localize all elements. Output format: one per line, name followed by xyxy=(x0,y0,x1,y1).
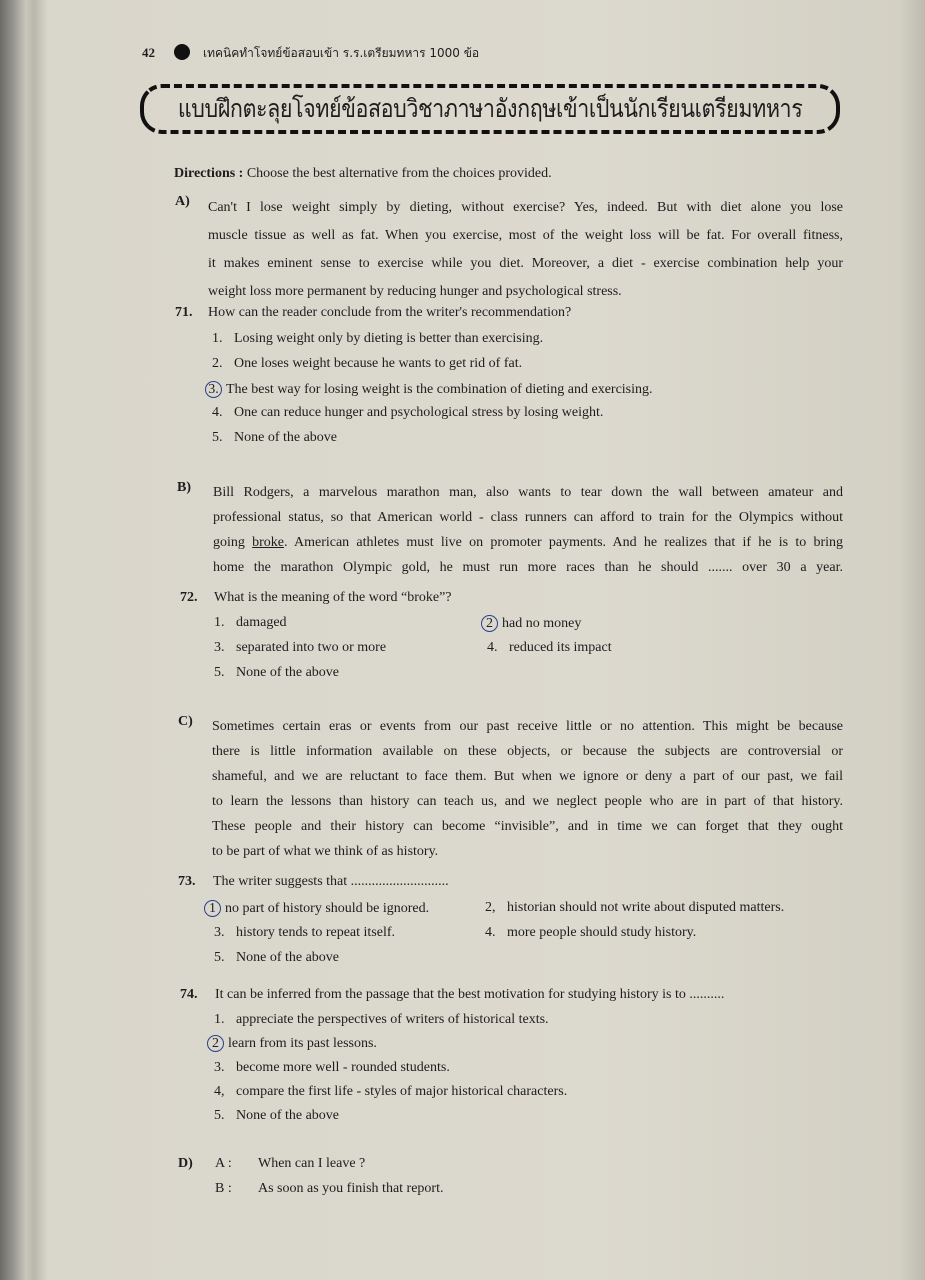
option-number: 1. xyxy=(212,331,223,346)
question-text: How can the reader conclude from the writer's recommendation? xyxy=(208,305,572,320)
option[interactable] xyxy=(212,331,543,347)
option-selected[interactable] xyxy=(207,900,429,917)
passage-line: Can't I lose weight simply by dieting, without exercise? Yes, indeed. But with diet alone you lose xyxy=(208,200,843,215)
section-banner xyxy=(140,84,840,134)
question-text: The writer suggests that ............................ xyxy=(213,874,449,889)
text: . American athletes must live on promoter payments. And he realizes that if he is to bring xyxy=(284,535,844,550)
option-number: 4, xyxy=(214,1084,225,1099)
option[interactable] xyxy=(214,640,386,656)
passage-line: Bill Rodgers, a marvelous marathon man, also wants to tear down the wall between amateur and xyxy=(213,485,843,500)
option[interactable] xyxy=(212,356,522,372)
option-text: no part of history should be ignored. xyxy=(225,901,430,916)
option-text: historian should not write about disputed matters. xyxy=(507,900,785,915)
option-text: compare the first life - styles of major historical characters. xyxy=(236,1084,568,1099)
question-text: It can be inferred from the passage that the best motivation for studying history is to .......... xyxy=(215,987,725,1002)
circled-answer-number: 2 xyxy=(207,1035,224,1052)
option[interactable] xyxy=(214,1084,567,1100)
page-number: 42 xyxy=(142,45,155,60)
text: going xyxy=(213,535,245,550)
option[interactable] xyxy=(214,925,395,941)
option-number: 5. xyxy=(214,665,225,680)
circled-answer-number: 2 xyxy=(481,615,498,632)
passage-b xyxy=(213,480,843,580)
circled-answer-number: 3. xyxy=(205,381,222,398)
option[interactable] xyxy=(214,615,287,631)
directions-label: Directions : xyxy=(174,166,244,181)
passage-line: muscle tissue as well as fat. When you exercise, most of the weight loss will be fat. For overall fitness, xyxy=(208,228,843,243)
option-number: 3. xyxy=(214,1060,225,1075)
passage-b-label: B) xyxy=(177,480,191,495)
option-text: more people should study history. xyxy=(507,925,697,940)
option-number: 4. xyxy=(212,405,223,420)
passage-line xyxy=(213,530,843,555)
question-text: What is the meaning of the word “broke”? xyxy=(214,590,452,605)
directions-text: Choose the best alternative from the choices provided. xyxy=(246,166,552,181)
option-number: 5. xyxy=(214,1108,225,1123)
option-number: 3. xyxy=(214,925,225,940)
option-selected[interactable] xyxy=(484,615,581,632)
option[interactable] xyxy=(214,665,339,681)
option-number: 4. xyxy=(487,640,498,655)
option-text: None of the above xyxy=(236,665,340,680)
bullet-dot-icon xyxy=(174,44,190,60)
option-text: None of the above xyxy=(236,1108,340,1123)
passage-line: These people and their history can become “invisible”, and in time we can forget that they ought xyxy=(212,819,843,834)
passage-d-label: D) xyxy=(178,1156,193,1171)
option[interactable] xyxy=(214,1012,549,1028)
speaker: A : xyxy=(215,1156,232,1171)
option-number: 4. xyxy=(485,925,496,940)
speaker: B : xyxy=(215,1181,232,1196)
option-selected[interactable] xyxy=(210,1035,377,1052)
option-text: learn from its past lessons. xyxy=(228,1036,377,1051)
dialogue-text: As soon as you finish that report. xyxy=(258,1181,444,1196)
option-text: damaged xyxy=(236,615,287,630)
passage-c-label: C) xyxy=(178,714,193,729)
option-number: 2. xyxy=(212,356,223,371)
option-text: One can reduce hunger and psychological stress by losing weight. xyxy=(234,405,604,420)
option[interactable] xyxy=(214,1060,450,1076)
option-text: had no money xyxy=(502,616,582,631)
passage-line: to learn the lessons than history can teach us, and we neglect people who are in part of that history. xyxy=(212,794,843,809)
option[interactable] xyxy=(212,430,337,446)
option-text: separated into two or more xyxy=(236,640,387,655)
option[interactable] xyxy=(485,925,696,941)
option-text: One loses weight because he wants to get rid of fat. xyxy=(234,356,523,371)
option[interactable] xyxy=(212,405,603,421)
dialogue-line xyxy=(215,1181,443,1197)
passage-line: weight loss more permanent by reducing hunger and psychological stress. xyxy=(208,284,622,299)
option-number: 2, xyxy=(485,900,496,915)
option-text: None of the above xyxy=(234,430,338,445)
dialogue-line xyxy=(215,1156,365,1172)
circled-answer-number: 1 xyxy=(204,900,221,917)
dialogue-text: When can I leave ? xyxy=(258,1156,366,1171)
passage-a-label: A) xyxy=(175,194,190,209)
option-text: reduced its impact xyxy=(509,640,612,655)
option-text: Losing weight only by dieting is better than exercising. xyxy=(234,331,544,346)
option-text: None of the above xyxy=(236,950,340,965)
option-text: become more well - rounded students. xyxy=(236,1060,450,1075)
option-number: 1. xyxy=(214,615,225,630)
option-text: history tends to repeat itself. xyxy=(236,925,396,940)
passage-line: Sometimes certain eras or events from our past receive little or no attention. This might be because xyxy=(212,719,843,734)
running-title: เทคนิคทำโจทย์ข้อสอบเข้า ร.ร.เตรียมทหาร 1000 ข้อ xyxy=(203,46,480,60)
option-selected[interactable] xyxy=(208,381,653,398)
passage-line: it makes eminent sense to exercise while you diet. Moreover, a diet - exercise combination help your xyxy=(208,256,843,271)
banner-title: แบบฝึกตะลุยโจทย์ข้อสอบวิชาภาษาอังกฤษเข้าเป็นนักเรียนเตรียมทหาร xyxy=(177,94,803,123)
question-number: 74. xyxy=(180,987,198,1002)
underlined-word: broke xyxy=(252,535,285,550)
passage-line: shameful, and we are reluctant to face them. But when we ignore or deny a part of our past, we fail xyxy=(212,769,843,784)
passage-line: home the marathon Olympic gold, he must run more races than he should ....... over 30 a year. xyxy=(213,560,843,575)
option[interactable] xyxy=(485,900,784,916)
option-number: 3. xyxy=(214,640,225,655)
option[interactable] xyxy=(214,950,339,966)
option-number: 1. xyxy=(214,1012,225,1027)
option-text: The best way for losing weight is the combination of dieting and exercising. xyxy=(226,382,653,397)
option[interactable] xyxy=(487,640,612,656)
option-number: 5. xyxy=(212,430,223,445)
option-text: appreciate the perspectives of writers of historical texts. xyxy=(236,1012,549,1027)
option-number: 5. xyxy=(214,950,225,965)
passage-line: professional status, so that American world - class runners can afford to train for the Olympics without xyxy=(213,510,843,525)
question-number: 71. xyxy=(175,305,193,320)
question-number: 72. xyxy=(180,590,198,605)
passage-line: to be part of what we think of as history. xyxy=(212,844,439,859)
option[interactable] xyxy=(214,1108,339,1124)
passage-a xyxy=(208,194,843,306)
passage-c xyxy=(212,714,843,864)
passage-line: there is little information available on these objects, or because the subjects are controversial or xyxy=(212,744,843,759)
question-number: 73. xyxy=(178,874,196,889)
directions xyxy=(174,166,552,182)
